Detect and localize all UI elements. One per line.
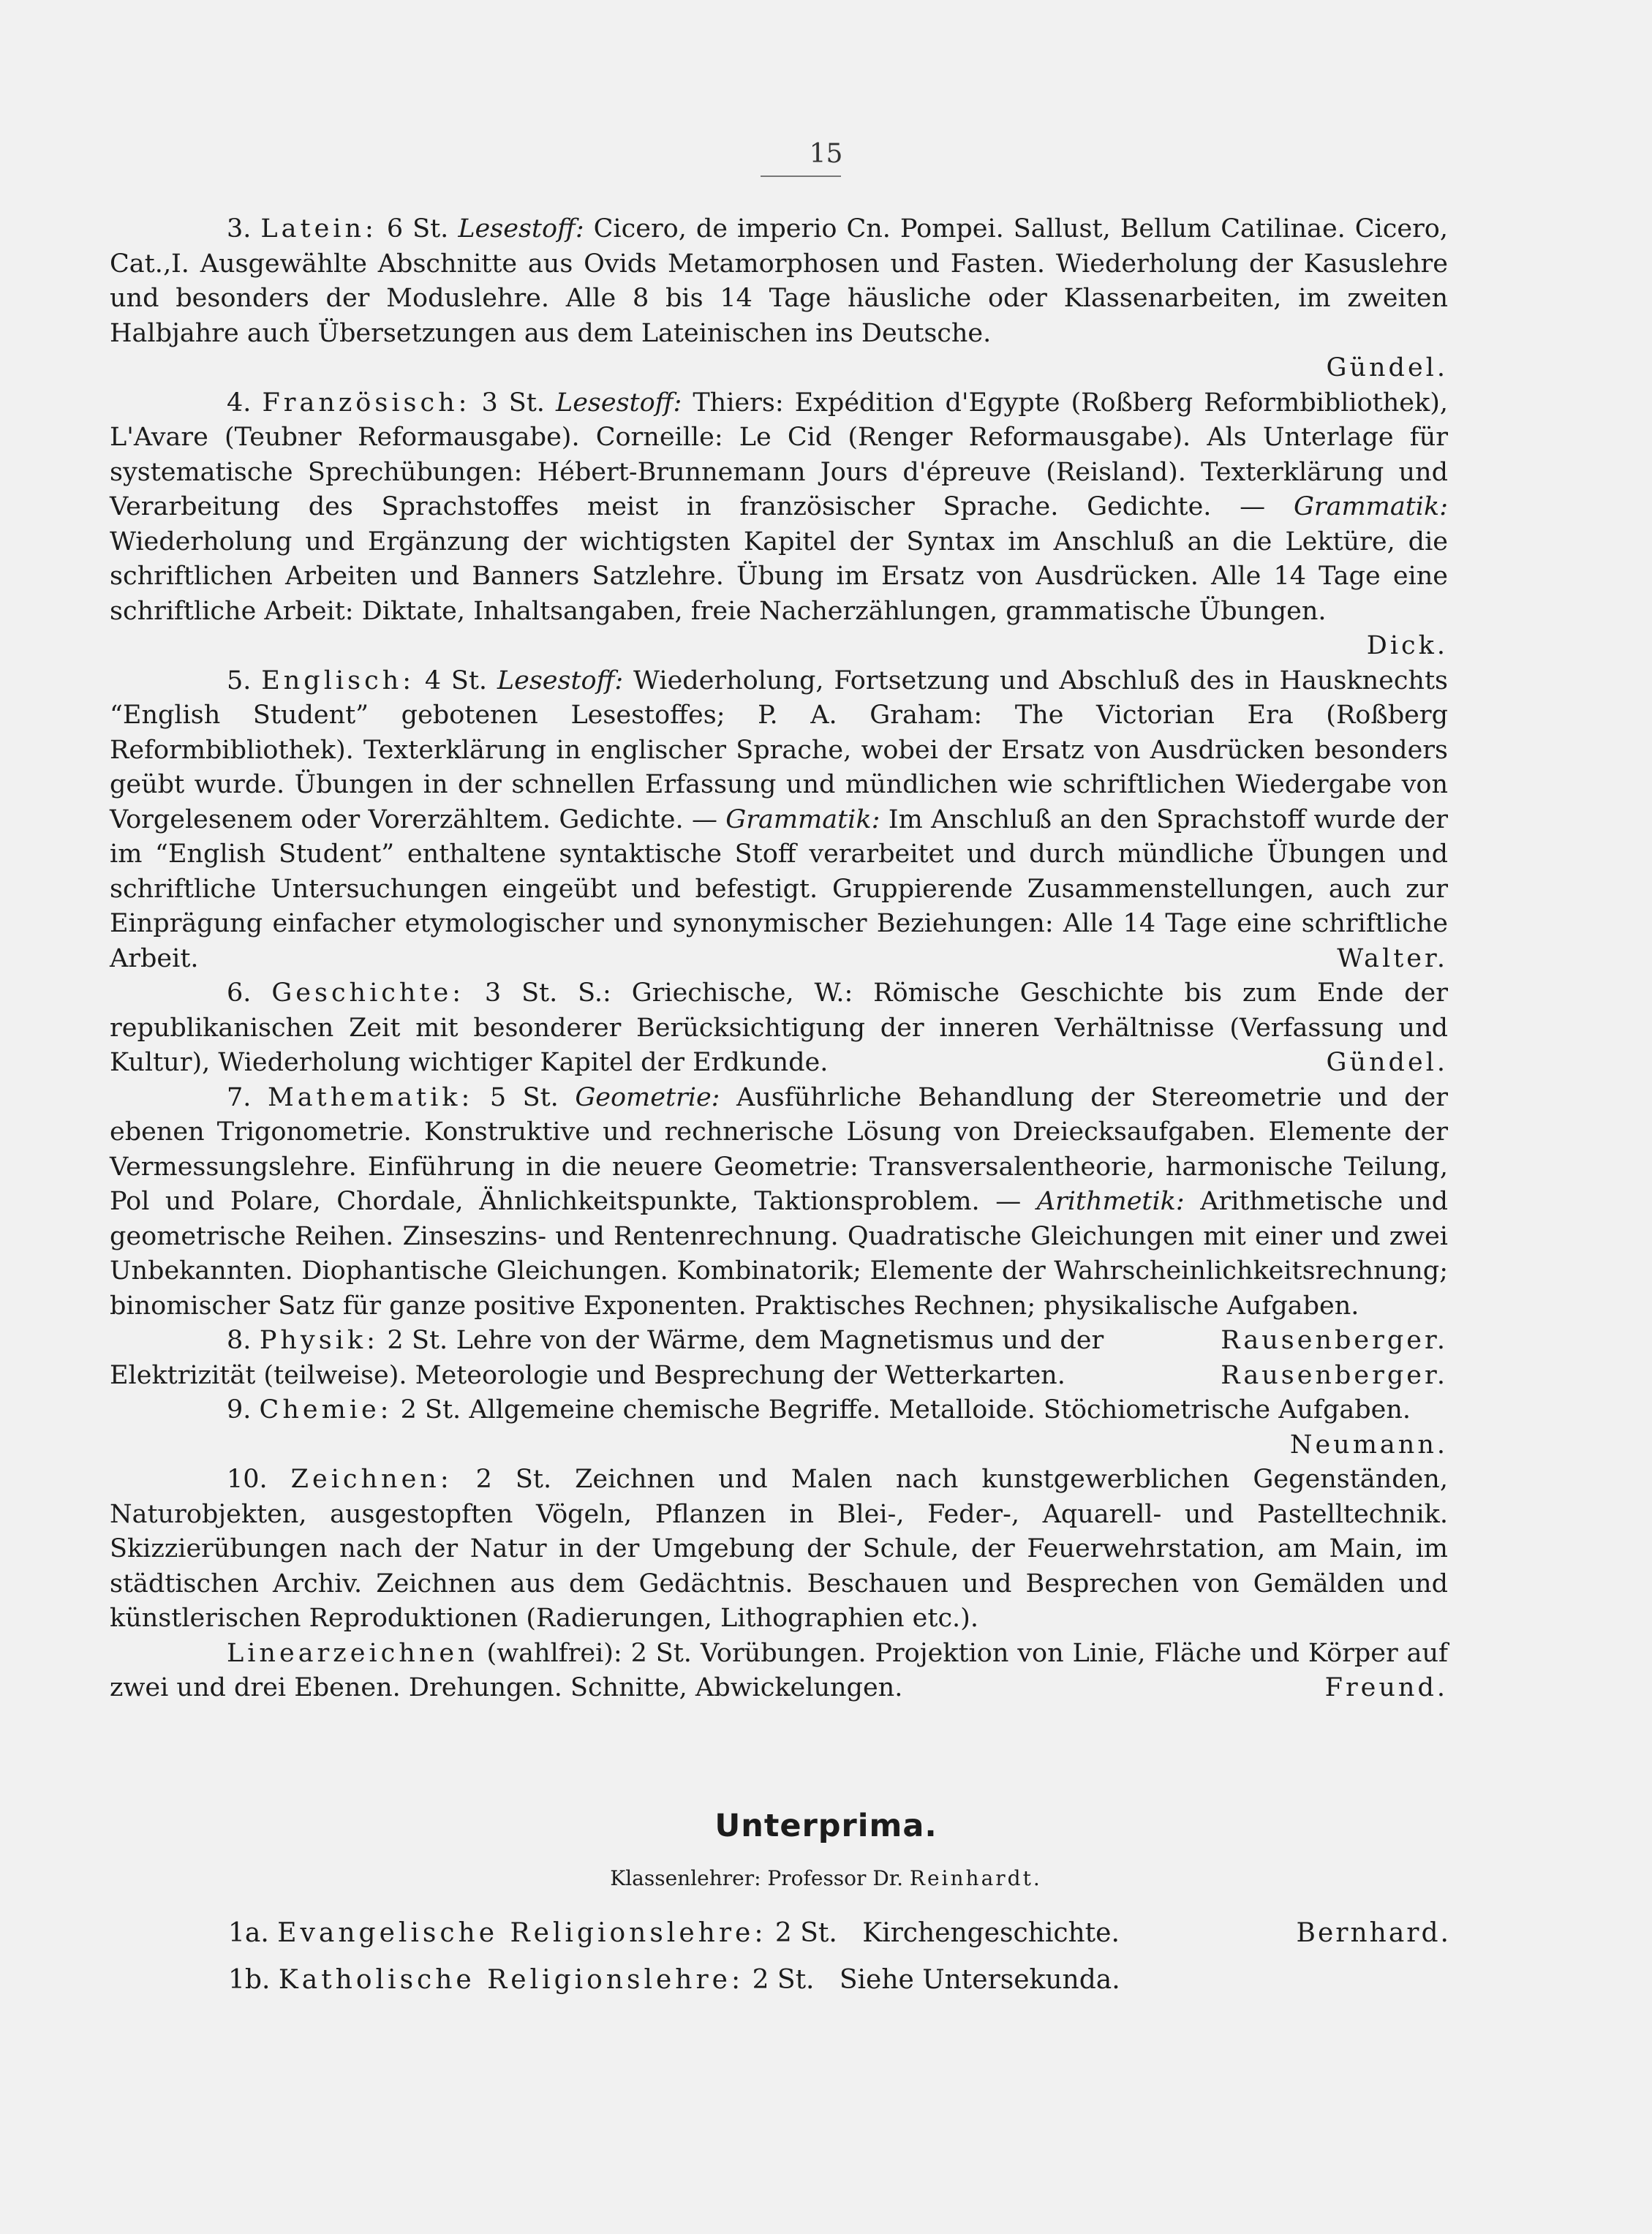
subject-title: Englisch: <box>261 665 415 695</box>
subject-title: Latein: <box>260 214 377 244</box>
subject-title: Chemie: <box>259 1395 393 1424</box>
teacher-name: Walter. <box>1337 943 1448 973</box>
paragraph-mathematik: 7. Mathematik: 5 St. Geometrie: Ausführliche Behandlung der Stereometrie und der ebenen Trigonometrie. Konstruktive und rechnerische Lösung von Dreiecksaufgaben. Elemente der Vermessungslehre. Einführung in die neuere Geometrie: Transversalentheorie, harmonische Teilung, Pol und Polare, Chordale, Ähnlichkeitspunkte, Taktionsproblem. — Arithmetik: Arithmetische und geometrische Reihen. Zinseszins- und Rentenrechnung. Quadratische Gleichungen mit einer und zwei Unbekannten. Diophantische Gleichungen. Kombinatorik; Elemente der Wahrscheinlichkeitsrechnung; binomischer Satz für ganze positive Exponenten. Praktisches Rechnen; physikalische Aufgaben. Rausenberger. <box>110 1081 1448 1324</box>
section-heading: Unterprima. <box>714 1808 938 1844</box>
paragraph-chemie: 9. Chemie: 2 St. Allgemeine chemische Begriffe. Metalloide. Stöchiometrische Aufgaben. Neumann. <box>110 1393 1448 1463</box>
subject-title: Französisch: <box>262 388 471 418</box>
paragraph-geschichte: 6. Geschichte: 3 St. S.: Griechische, W.: Römische Geschichte bis zum Ende der republikanischen Zeit mit besonderer Berücksichtigung der inneren Verhältnisse (Verfassung und Kultur), Wiederholung wichtiger Kapitel der Erdkunde. Gündel. <box>110 976 1448 1081</box>
subject-title: Zeichnen: <box>290 1465 453 1494</box>
religion-line-katholisch: 1b. Katholische Religionslehre: 2 St. Siehe Untersekunda. <box>228 1965 1120 1995</box>
teacher-name: Rausenberger. <box>1221 1326 1448 1355</box>
teacher-name: Dick. <box>1366 631 1448 660</box>
subject-title: Physik: <box>259 1326 379 1355</box>
teacher-name: Gündel. <box>1326 353 1448 382</box>
teacher-name: Bernhard. <box>1296 1918 1451 1948</box>
subject-title: Mathematik: <box>267 1082 474 1112</box>
page-number-rule <box>761 176 841 177</box>
teacher-name: Freund. <box>1324 1673 1448 1702</box>
class-teacher-name: Reinhardt. <box>909 1866 1042 1890</box>
page-number: 15 <box>809 139 843 169</box>
paragraph-englisch: 5. Englisch: 4 St. Lesestoff: Wiederholung, Fortsetzung und Abschluß des in Hausknechts “English Student” gebotenen Lesestoffes; P. A. Graham: The Victorian Era (Roßberg Reformbibliothek). Texterklärung in englischer Sprache, wobei der Ersatz von Ausdrücken besonders geübt wurde. Übungen in der schnellen Erfassung und mündlichen wie schriftlichen Wiedergabe von Vorgelesenem oder Vorerzähltem. Gedichte. — Grammatik: Im Anschluß an den Sprachstoff wurde der im “English Student” enthaltene syntaktische Stoff verarbeitet und durch mündliche Übungen und schriftliche Untersuchungen eingeübt und befestigt. Gruppierende Zusammenstellungen, auch zur Einprägung einfacher etymologischer und synonymischer Beziehungen: Alle 14 Tage eine schriftliche Arbeit. Walter. <box>110 664 1448 977</box>
teacher-name: Rausenberger. <box>1221 1360 1448 1390</box>
paragraph-linearzeichnen: Linearzeichnen (wahlfrei): 2 St. Vorübungen. Projektion von Linie, Fläche und Körper auf zwei und drei Ebenen. Drehungen. Schnitte, Abwickelungen. Freund. <box>110 1637 1448 1706</box>
religion-line-evangelisch: 1a. Evangelische Religionslehre: 2 St. Kirchengeschichte. Bernhard. <box>228 1916 1451 1951</box>
teacher-name: Gündel. <box>1326 1048 1448 1077</box>
class-teacher-line: Klassenlehrer: Professor Dr. Reinhardt. <box>610 1866 1042 1890</box>
paragraph-physik: 8. Physik: 2 St. Lehre von der Wärme, dem Magnetismus und der Elektrizität (teilweise). Meteorologie und Besprechung der Wetterkarten. Rausenberger. <box>110 1324 1448 1393</box>
subject-title: Linearzeichnen <box>227 1638 478 1668</box>
subject-title: Geschichte: <box>271 978 464 1008</box>
paragraph-latein: 3. Latein: 6 St. Lesestoff: Cicero, de imperio Cn. Pompei. Sallust, Bellum Catilinae. Cicero, Cat.‚I. Ausgewählte Abschnitte aus Ovids Metamorphosen und Fasten. Wiederholung der Kasuslehre und besonders der Moduslehre. Alle 8 bis 14 Tage häusliche oder Klassenarbeiten, im zweiten Halbjahre auch Übersetzungen aus dem Lateinischen ins Deutsche. Gündel. <box>110 212 1448 386</box>
teacher-name: Neumann. <box>1289 1430 1448 1460</box>
body-text <box>110 212 1448 1706</box>
paragraph-franzoesisch: 4. Französisch: 3 St. Lesestoff: Thiers: Expédition d'Egypte (Roßberg Reformbibliothek), L'Avare (Teubner Reformausgabe). Corneille: Le Cid (Renger Reformausgabe). Als Unterlage für systematische Sprechübungen: Hébert-Brunnemann Jours d'épreuve (Reisland). Texterklärung und Verarbeitung des Sprachstoffes meist in französischer Sprache. Gedichte. — Grammatik: Wiederholung und Ergänzung der wichtigsten Kapitel der Syntax im Anschluß an die Lektüre, die schriftlichen Arbeiten und Banners Satzlehre. Übung im Ersatz von Ausdrücken. Alle 14 Tage eine schriftliche Arbeit: Diktate, Inhaltsangaben, freie Nacherzählungen, grammatische Übungen. Dick. <box>110 386 1448 664</box>
paragraph-zeichnen: 10. Zeichnen: 2 St. Zeichnen und Malen nach kunstgewerblichen Gegenständen, Naturobjekten, ausgestopften Vögeln, Pflanzen in Blei-, Feder-, Aquarell- und Pastelltechnik. Skizzierübungen nach der Natur in der Umgebung der Schule, der Feuerwehrstation, am Main, im städtischen Archiv. Zeichnen aus dem Gedächtnis. Beschauen und Besprechen von Gemälden und künstlerischen Reproduktionen (Radierungen, Lithographien etc.). <box>110 1465 1448 1633</box>
